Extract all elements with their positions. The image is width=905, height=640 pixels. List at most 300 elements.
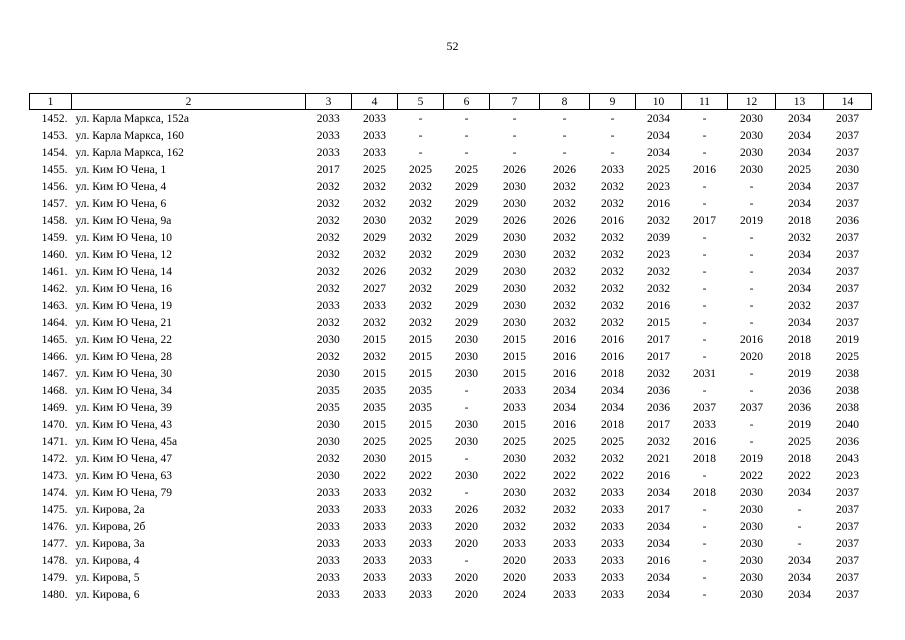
year-cell: 2032	[316, 265, 340, 278]
year-cell: 2023	[836, 469, 859, 482]
row-number: 1468.	[41, 384, 68, 397]
address-cell: ул. Ким Ю Чена, 10	[75, 231, 172, 244]
table-row	[30, 348, 872, 365]
year-cell: 2037	[836, 282, 859, 295]
row-number: 1471.	[41, 435, 68, 448]
year-cell: 2030	[503, 180, 526, 193]
table-row	[30, 144, 872, 161]
year-cell: 2034	[788, 129, 811, 142]
year-cell: 2038	[836, 384, 859, 397]
row-number: 1463.	[41, 299, 68, 312]
year-cell: 2032	[409, 486, 432, 499]
year-cell: 2017	[647, 333, 670, 346]
year-cell: 2032	[409, 197, 432, 210]
table-row	[30, 161, 872, 178]
year-cell: 2029	[455, 316, 478, 329]
year-cell: 2031	[693, 367, 716, 380]
year-cell: 2029	[455, 197, 478, 210]
row-number: 1469.	[41, 401, 68, 414]
year-cell: 2035	[316, 384, 340, 397]
year-cell: 2030	[740, 588, 763, 601]
year-cell: 2016	[553, 367, 576, 380]
column-header: 9	[590, 94, 636, 110]
year-cell: 2033	[363, 503, 386, 516]
year-cell: -	[702, 554, 707, 567]
year-cell: 2018	[601, 418, 624, 431]
year-cell: 2033	[601, 554, 624, 567]
year-cell: -	[610, 129, 615, 142]
year-cell: -	[702, 265, 707, 278]
year-cell: 2030	[503, 282, 526, 295]
year-cell: 2015	[363, 367, 386, 380]
address-cell: ул. Ким Ю Чена, 9а	[75, 214, 172, 227]
year-cell: 2015	[503, 367, 526, 380]
year-cell: 2032	[647, 367, 670, 380]
row-number: 1474.	[41, 486, 68, 499]
year-cell: 2015	[503, 418, 526, 431]
table-row	[30, 586, 872, 603]
year-cell: 2034	[788, 571, 811, 584]
year-cell: -	[702, 112, 707, 125]
year-cell: 2033	[409, 537, 432, 550]
row-number: 1455.	[41, 163, 68, 176]
year-cell: 2020	[455, 537, 478, 550]
year-cell: 2036	[836, 435, 859, 448]
year-cell: 2030	[740, 163, 763, 176]
year-cell: 2032	[601, 180, 624, 193]
year-cell: 2032	[553, 231, 576, 244]
year-cell: 2022	[601, 469, 624, 482]
year-cell: 2033	[601, 163, 624, 176]
year-cell: 2034	[601, 401, 624, 414]
year-cell: 2020	[503, 571, 526, 584]
year-cell: 2037	[740, 401, 763, 414]
year-cell: 2040	[836, 418, 859, 431]
year-cell: 2032	[553, 503, 576, 516]
year-cell: -	[797, 537, 802, 550]
year-cell: 2033	[316, 129, 340, 142]
year-cell: 2037	[836, 146, 859, 159]
year-cell: 2016	[601, 214, 624, 227]
year-cell: 2026	[553, 214, 576, 227]
year-cell: 2018	[788, 214, 811, 227]
year-cell: 2032	[409, 231, 432, 244]
table-row	[30, 433, 872, 450]
year-cell: -	[702, 588, 707, 601]
year-cell: -	[702, 571, 707, 584]
year-cell: 2027	[363, 282, 386, 295]
table-row	[30, 280, 872, 297]
year-cell: 2015	[409, 452, 432, 465]
year-cell: 2032	[553, 265, 576, 278]
year-cell: 2032	[316, 248, 340, 261]
table-row	[30, 212, 872, 229]
year-cell: 2018	[693, 486, 716, 499]
row-number: 1460.	[41, 248, 68, 261]
year-cell: 2016	[740, 333, 763, 346]
year-cell: 2029	[455, 265, 478, 278]
year-cell: 2033	[553, 571, 576, 584]
year-cell: -	[702, 231, 707, 244]
table-row	[30, 501, 872, 518]
year-cell: 2030	[316, 367, 340, 380]
year-cell: -	[464, 384, 469, 397]
year-cell: 2020	[740, 350, 763, 363]
year-cell: -	[702, 129, 707, 142]
year-cell: 2032	[409, 299, 432, 312]
column-header: 10	[636, 94, 682, 110]
address-cell: ул. Ким Ю Чена, 6	[75, 197, 167, 210]
year-cell: 2033	[601, 520, 624, 533]
year-cell: 2033	[503, 537, 526, 550]
year-cell: 2034	[647, 486, 670, 499]
year-cell: 2033	[363, 588, 386, 601]
year-cell: 2030	[316, 435, 340, 448]
year-cell: 2033	[316, 146, 340, 159]
year-cell: -	[610, 146, 615, 159]
address-cell: ул. Ким Ю Чена, 34	[75, 384, 172, 397]
year-cell: 2016	[553, 350, 576, 363]
row-number: 1456.	[41, 180, 68, 193]
year-cell: -	[610, 112, 615, 125]
year-cell: 2030	[740, 554, 763, 567]
year-cell: 2034	[647, 537, 670, 550]
year-cell: 2032	[409, 248, 432, 261]
year-cell: 2032	[316, 282, 340, 295]
year-cell: 2018	[788, 452, 811, 465]
table-body	[30, 110, 872, 604]
year-cell: 2016	[647, 197, 670, 210]
year-cell: 2016	[601, 350, 624, 363]
address-cell: ул. Ким Ю Чена, 30	[75, 367, 172, 380]
year-cell: 2030	[503, 299, 526, 312]
year-cell: 2030	[455, 435, 478, 448]
year-cell: 2034	[788, 486, 811, 499]
year-cell: 2032	[363, 197, 386, 210]
year-cell: 2029	[455, 299, 478, 312]
year-cell: 2019	[836, 333, 859, 346]
year-cell: 2022	[503, 469, 526, 482]
table-row	[30, 399, 872, 416]
year-cell: 2037	[836, 554, 859, 567]
table-row	[30, 518, 872, 535]
table-row	[30, 246, 872, 263]
address-cell: ул. Ким Ю Чена, 63	[75, 469, 172, 482]
table-row	[30, 110, 872, 128]
year-cell: 2030	[836, 163, 859, 176]
year-cell: 2032	[553, 299, 576, 312]
year-cell: 2029	[455, 282, 478, 295]
table-row	[30, 416, 872, 433]
year-cell: 2033	[409, 571, 432, 584]
row-number: 1479.	[41, 571, 68, 584]
year-cell: 2037	[836, 248, 859, 261]
year-cell: -	[512, 112, 517, 125]
year-cell: 2015	[503, 350, 526, 363]
year-cell: 2032	[316, 231, 340, 244]
year-cell: 2032	[363, 180, 386, 193]
page-number: 52	[446, 39, 459, 53]
table-row	[30, 450, 872, 467]
year-cell: 2033	[363, 146, 386, 159]
year-cell: 2020	[455, 571, 478, 584]
year-cell: -	[702, 350, 707, 363]
year-cell: 2030	[455, 418, 478, 431]
table-row	[30, 127, 872, 144]
year-cell: 2025	[788, 163, 811, 176]
year-cell: 2033	[363, 299, 386, 312]
address-cell: ул. Кирова, 2а	[75, 503, 145, 516]
year-cell: 2030	[316, 333, 340, 346]
year-cell: 2015	[363, 418, 386, 431]
row-number: 1480.	[41, 588, 68, 601]
year-cell: 2036	[788, 384, 811, 397]
year-cell: 2020	[503, 554, 526, 567]
year-cell: 2035	[409, 401, 432, 414]
year-cell: 2017	[647, 350, 670, 363]
year-cell: -	[464, 554, 469, 567]
year-cell: 2023	[647, 248, 670, 261]
year-cell: 2025	[409, 163, 432, 176]
year-cell: 2025	[409, 435, 432, 448]
table-row	[30, 297, 872, 314]
year-cell: 2033	[363, 112, 386, 125]
address-cell: ул. Кирова, 6	[75, 588, 140, 601]
year-cell: -	[562, 112, 567, 125]
year-cell: 2024	[503, 588, 526, 601]
year-cell: 2016	[693, 163, 716, 176]
year-cell: 2033	[316, 571, 340, 584]
address-cell: ул. Ким Ю Чена, 4	[75, 180, 167, 193]
year-cell: 2030	[503, 452, 526, 465]
row-number: 1478.	[41, 554, 68, 567]
year-cell: 2023	[647, 180, 670, 193]
address-cell: ул. Кирова, 3а	[75, 537, 145, 550]
year-cell: 2032	[553, 520, 576, 533]
address-cell: ул. Ким Ю Чена, 21	[75, 316, 172, 329]
year-cell: 2030	[455, 350, 478, 363]
year-cell: 2030	[363, 452, 386, 465]
year-cell: -	[702, 469, 707, 482]
year-cell: 2034	[788, 146, 811, 159]
table-row	[30, 195, 872, 212]
header-row	[30, 94, 872, 110]
row-number: 1465.	[41, 333, 68, 346]
year-cell: 2032	[553, 282, 576, 295]
year-cell: 2033	[363, 537, 386, 550]
year-cell: -	[749, 265, 754, 278]
year-cell: 2030	[455, 333, 478, 346]
year-cell: 2034	[647, 129, 670, 142]
year-cell: 2033	[409, 503, 432, 516]
year-cell: 2022	[409, 469, 432, 482]
year-cell: 2018	[693, 452, 716, 465]
year-cell: 2016	[553, 333, 576, 346]
year-cell: 2017	[647, 503, 670, 516]
year-cell: 2025	[455, 163, 478, 176]
year-cell: 2036	[836, 214, 859, 227]
year-cell: -	[464, 129, 469, 142]
address-cell: ул. Карла Маркса, 162	[75, 146, 184, 159]
year-cell: 2034	[788, 554, 811, 567]
year-cell: 2033	[363, 129, 386, 142]
year-cell: 2022	[788, 469, 811, 482]
year-cell: 2019	[740, 214, 763, 227]
year-cell: 2025	[601, 435, 624, 448]
year-cell: 2034	[553, 401, 576, 414]
row-number: 1458.	[41, 214, 68, 227]
year-cell: 2030	[503, 316, 526, 329]
year-cell: 2032	[647, 214, 670, 227]
table-row	[30, 331, 872, 348]
row-number: 1461.	[41, 265, 68, 278]
year-cell: 2038	[836, 401, 859, 414]
year-cell: 2034	[788, 180, 811, 193]
year-cell: 2032	[601, 452, 624, 465]
year-cell: 2032	[553, 197, 576, 210]
column-header: 14	[824, 94, 872, 110]
year-cell: 2032	[363, 350, 386, 363]
year-cell: 2034	[647, 571, 670, 584]
address-cell: ул. Ким Ю Чена, 47	[75, 452, 172, 465]
column-header: 13	[776, 94, 824, 110]
year-cell: 2022	[553, 469, 576, 482]
year-cell: 2030	[503, 265, 526, 278]
year-cell: -	[749, 299, 754, 312]
year-cell: 2035	[363, 401, 386, 414]
year-cell: -	[702, 537, 707, 550]
year-cell: -	[464, 112, 469, 125]
year-cell: 2030	[316, 418, 340, 431]
year-cell: 2030	[740, 146, 763, 159]
row-number: 1466.	[41, 350, 68, 363]
column-header: 6	[444, 94, 490, 110]
year-cell: 2033	[316, 112, 340, 125]
year-cell: 2026	[553, 163, 576, 176]
year-cell: 2025	[363, 163, 386, 176]
year-cell: -	[702, 197, 707, 210]
year-cell: -	[464, 486, 469, 499]
year-cell: 2015	[409, 367, 432, 380]
year-cell: -	[702, 146, 707, 159]
year-cell: 2032	[601, 299, 624, 312]
address-cell: ул. Кирова, 4	[75, 554, 140, 567]
year-cell: 2032	[409, 282, 432, 295]
address-cell: ул. Ким Ю Чена, 39	[75, 401, 172, 414]
year-cell: 2030	[740, 129, 763, 142]
year-cell: 2020	[455, 588, 478, 601]
table-row	[30, 314, 872, 331]
year-cell: 2016	[647, 554, 670, 567]
table-row	[30, 382, 872, 399]
row-number: 1476.	[41, 520, 68, 533]
row-number: 1472.	[41, 452, 68, 465]
year-cell: 2032	[647, 282, 670, 295]
year-cell: 2034	[788, 112, 811, 125]
column-header: 1	[30, 94, 72, 110]
year-cell: -	[749, 248, 754, 261]
year-cell: 2025	[647, 163, 670, 176]
year-cell: 2033	[316, 299, 340, 312]
address-cell: ул. Карла Маркса, 160	[75, 129, 184, 142]
year-cell: 2037	[836, 316, 859, 329]
year-cell: 2038	[836, 367, 859, 380]
table-row	[30, 467, 872, 484]
year-cell: 2030	[455, 367, 478, 380]
address-cell: ул. Ким Ю Чена, 43	[75, 418, 172, 431]
year-cell: 2034	[788, 197, 811, 210]
year-cell: 2035	[409, 384, 432, 397]
year-cell: 2032	[316, 452, 340, 465]
year-cell: 2030	[503, 248, 526, 261]
address-cell: ул. Ким Ю Чена, 19	[75, 299, 172, 312]
year-cell: 2016	[647, 299, 670, 312]
row-number: 1453.	[41, 129, 68, 142]
year-cell: 2043	[836, 452, 859, 465]
year-cell: 2037	[836, 520, 859, 533]
year-cell: 2029	[363, 231, 386, 244]
year-cell: 2033	[503, 401, 526, 414]
year-cell: -	[562, 146, 567, 159]
address-cell: ул. Ким Ю Чена, 28	[75, 350, 172, 363]
year-cell: -	[702, 520, 707, 533]
address-cell: ул. Ким Ю Чена, 16	[75, 282, 172, 295]
address-cell: ул. Кирова, 5	[75, 571, 140, 584]
year-cell: 2016	[553, 418, 576, 431]
year-cell: 2033	[409, 588, 432, 601]
year-cell: 2017	[316, 163, 340, 176]
year-cell: 2034	[788, 248, 811, 261]
year-cell: 2032	[409, 214, 432, 227]
year-cell: 2032	[553, 248, 576, 261]
year-cell: 2032	[316, 350, 340, 363]
column-header: 11	[682, 94, 728, 110]
year-cell: -	[797, 503, 802, 516]
year-cell: 2018	[788, 333, 811, 346]
year-cell: 2029	[455, 248, 478, 261]
year-cell: 2035	[316, 401, 340, 414]
year-cell: 2026	[363, 265, 386, 278]
year-cell: 2029	[455, 231, 478, 244]
year-cell: 2018	[601, 367, 624, 380]
year-cell: 2033	[503, 384, 526, 397]
year-cell: 2033	[316, 486, 340, 499]
year-cell: 2030	[740, 486, 763, 499]
row-number: 1473.	[41, 469, 68, 482]
year-cell: 2030	[503, 231, 526, 244]
year-cell: 2034	[601, 384, 624, 397]
year-cell: 2025	[553, 435, 576, 448]
year-cell: -	[749, 231, 754, 244]
year-cell: 2030	[455, 469, 478, 482]
year-cell: 2015	[409, 350, 432, 363]
year-cell: 2032	[503, 520, 526, 533]
data-table	[29, 93, 872, 603]
year-cell: 2037	[836, 503, 859, 516]
year-cell: -	[749, 180, 754, 193]
year-cell: 2015	[503, 333, 526, 346]
year-cell: 2032	[647, 265, 670, 278]
address-cell: ул. Кирова, 2б	[75, 520, 146, 533]
year-cell: 2026	[503, 163, 526, 176]
year-cell: -	[797, 520, 802, 533]
table-row	[30, 365, 872, 382]
year-cell: 2032	[409, 180, 432, 193]
year-cell: 2036	[647, 384, 670, 397]
year-cell: 2032	[788, 231, 811, 244]
year-cell: -	[702, 384, 707, 397]
year-cell: 2033	[553, 537, 576, 550]
